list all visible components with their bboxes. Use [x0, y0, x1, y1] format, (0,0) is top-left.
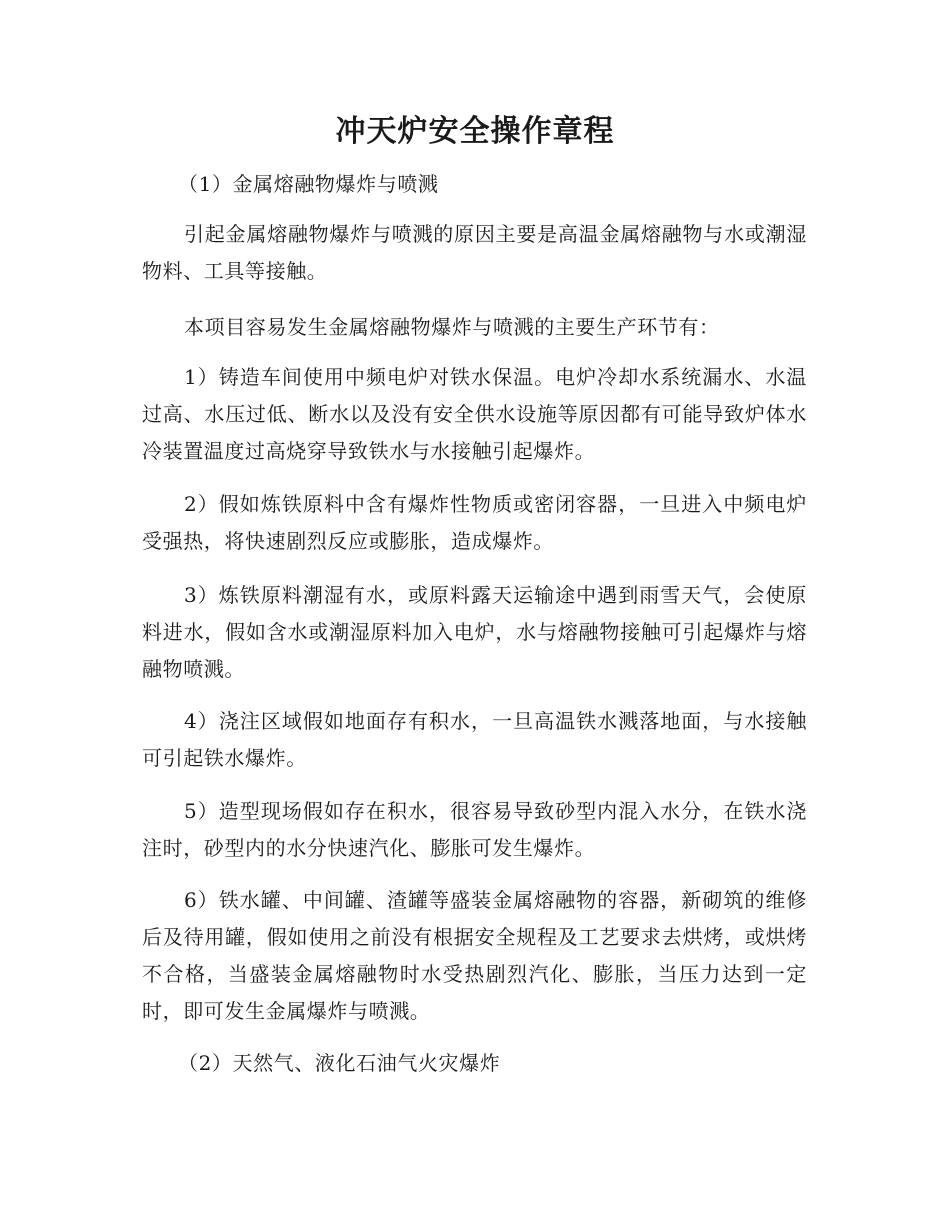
paragraph-intro: 本项目容易发生金属熔融物爆炸与喷溅的主要生产环节有： [184, 315, 720, 339]
section-heading-1: （1）金属熔融物爆炸与喷溅 [178, 172, 439, 196]
list-item-3: 3）炼铁原料潮湿有水，或原料露天运输途中遇到雨雪天气，会使原料进水，假如含水或潮湿原料加入电炉，水与熔融物接触可引起爆炸与熔融物喷溅。 [142, 583, 807, 681]
list-item-2: 2）假如炼铁原料中含有爆炸性物质或密闭容器，一旦进入中频电炉受强热，将快速剧烈反应或膨胀，造成爆炸。 [142, 492, 807, 553]
list-item-4: 4）浇注区域假如地面存有积水，一旦高温铁水溅落地面，与水接触可引起铁水爆炸。 [142, 709, 807, 770]
list-item-5: 5）造型现场假如存在积水，很容易导致砂型内混入水分，在铁水浇注时，砂型内的水分快速汽化、膨胀可发生爆炸。 [142, 799, 807, 860]
list-item-6: 6）铁水罐、中间罐、渣罐等盛装金属熔融物的容器，新砌筑的维修后及待用罐，假如使用之前没有根据安全规程及工艺要求去烘烤，或烘烤不合格，当盛装金属熔融物时水受热剧烈汽化、膨胀，当压力达到一定时，即可发生金属爆炸与喷溅。 [142, 888, 807, 1023]
list-item-1: 1）铸造车间使用中频电炉对铁水保温。电炉冷却水系统漏水、水温过高、水压过低、断水以及没有安全供水设施等原因都有可能导致炉体水冷装置温度过高烧穿导致铁水与水接触引起爆炸。 [142, 365, 807, 463]
section-heading-2: （2）天然气、液化石油气火灾爆炸 [178, 1051, 501, 1075]
document-title: 冲天炉安全操作章程 [335, 114, 615, 149]
paragraph-cause: 引起金属熔融物爆炸与喷溅的原因主要是高温金属熔融物与水或潮湿物料、工具等接触。 [142, 222, 807, 283]
